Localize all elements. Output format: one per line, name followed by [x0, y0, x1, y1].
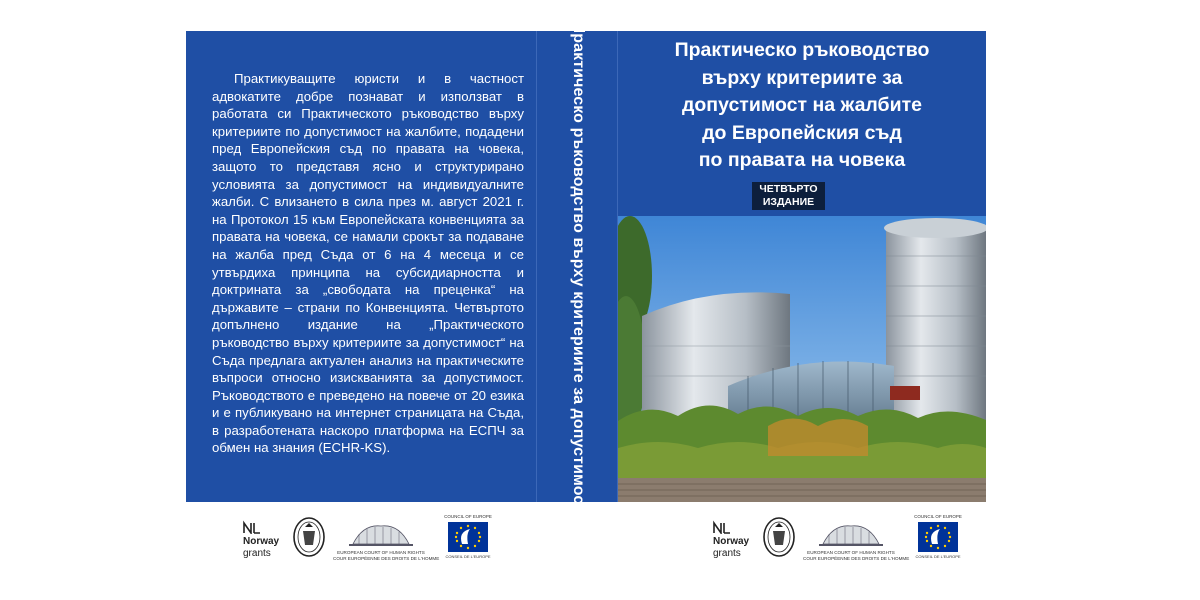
front-cover [618, 31, 986, 502]
echr-name-en: EUROPEAN COURT OF HUMAN RIGHTS [807, 550, 895, 555]
bar-association-seal [762, 515, 796, 564]
court-building-photo [618, 216, 986, 502]
back-cover-description: Практикуващите юристи и в частност адвокатите добре познават и използват в работата си Практическото ръководство върху критериите по допустимост на жалбите, подадени пред Европейския съд по правата на човека, защото то представя ясно и структурирано условията за допустимост на индивидуалните жалби. С влизането в сила през м. август 2021 г. на Протокол 15 към Европейската конвенцията за правата на човека, се намали срокът за подаване на жалба пред Съда от 6 на 4 месеца и се утвърдиха принципа на субсидиарността и доктрината за „свободата на преценка“ на държавите – страни по Конвенцията. Четвъртото допълнено издание на „Практическото ръководство върху критериите за допустимост“ на Съда предлага актуален анализ на практическите въпроси относно изискванията за допустимост. Ръководството е преведено на повече от 20 езика и е публикувано на интернет страницата на Съда, в разработената наскоро платформа на ЕСПЧ за обмен на знания (ECHR-KS). [212, 71, 524, 456]
norway-grants-logo [243, 520, 283, 560]
echr-name-fr: COUR EUROPÉENNE DES DROITS DE L'HOMME [803, 556, 910, 561]
norway-word: Norway [713, 536, 750, 547]
echr-logo [803, 520, 910, 561]
title-line: по правата на човека [698, 149, 906, 171]
edition-badge [752, 182, 825, 210]
coe-name-fr: CONSEIL DE L'EUROPE [915, 554, 961, 559]
echr-logo [333, 520, 440, 561]
coe-flag-icon [918, 522, 958, 552]
echr-name-en: EUROPEAN COURT OF HUMAN RIGHTS [337, 550, 425, 555]
front-cover-title [618, 37, 986, 175]
seal-icon [762, 515, 796, 559]
grants-word: grants [713, 548, 741, 559]
sponsor-logos-back [240, 512, 500, 562]
norway-grants-icon [713, 520, 731, 534]
seal-icon [292, 515, 326, 559]
coe-flag-icon [448, 522, 488, 552]
title-line: до Европейския съд [702, 121, 902, 144]
sponsor-logos-front [710, 512, 970, 562]
echr-building-icon [803, 520, 899, 550]
coe-name-fr: CONSEIL DE L'EUROPE [445, 554, 491, 559]
bar-association-seal [292, 515, 326, 564]
book-spine [536, 21, 618, 513]
back-cover [186, 31, 536, 502]
echr-building-icon [333, 520, 429, 550]
norway-grants-icon [243, 520, 261, 534]
title-line: Практическо ръководство [674, 39, 930, 61]
edition-line: ЧЕТВЪРТО [759, 183, 818, 195]
grants-word: grants [243, 548, 271, 559]
edition-line: ИЗДАНИЕ [762, 196, 815, 208]
norway-grants-logo [713, 520, 753, 560]
echr-name-fr: COUR EUROPÉENNE DES DROITS DE L'HOMME [333, 556, 440, 561]
coe-name-en: COUNCIL OF EUROPE [444, 514, 492, 519]
norway-word: Norway [243, 536, 280, 547]
coe-name-en: COUNCIL OF EUROPE [914, 514, 962, 519]
title-line: върху критериите за [701, 66, 903, 89]
title-line: допустимост на жалбите [682, 94, 922, 116]
spine-title: Практическо ръководство върху критериите за допустимост [570, 21, 587, 513]
